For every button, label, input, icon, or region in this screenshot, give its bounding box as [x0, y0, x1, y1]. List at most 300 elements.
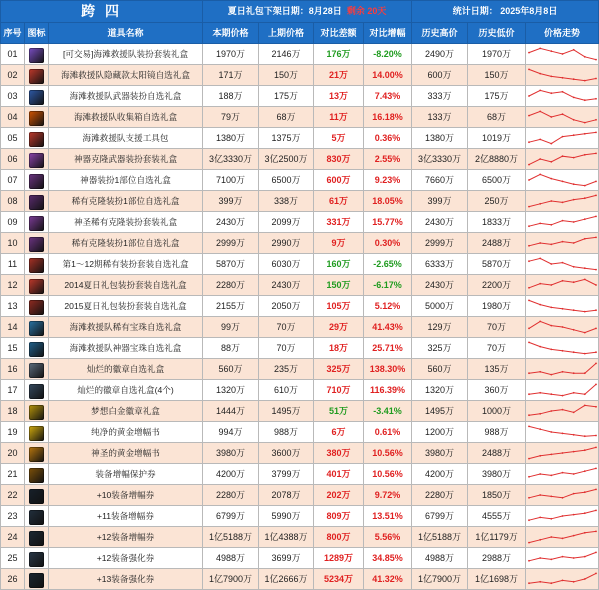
- table-row: [1, 149, 599, 170]
- price-change-percent: -2.65%: [364, 254, 412, 275]
- trend-point: [550, 374, 552, 376]
- previous-price: 5990万: [259, 506, 314, 527]
- row-number: 05: [1, 128, 25, 149]
- trend-point: [550, 244, 552, 246]
- historic-high: 7660万: [412, 170, 468, 191]
- item-icon: [29, 111, 44, 126]
- historic-low: 135万: [468, 359, 526, 380]
- trend-point: [539, 581, 541, 583]
- current-price: 3980万: [203, 443, 259, 464]
- trend-point: [573, 514, 575, 516]
- item-icon: [29, 153, 44, 168]
- col-header-no: 序号: [1, 23, 25, 44]
- item-icon: [25, 338, 49, 359]
- price-difference: 710万: [314, 380, 364, 401]
- price-difference: 105万: [314, 296, 364, 317]
- trend-point: [595, 216, 597, 218]
- table-row: [1, 443, 599, 464]
- price-difference: 809万: [314, 506, 364, 527]
- item-icon: [25, 401, 49, 422]
- item-icon: [25, 296, 49, 317]
- trend-point: [584, 449, 586, 451]
- trend-line: [529, 573, 596, 583]
- historic-high: 1200万: [412, 422, 468, 443]
- row-number: 02: [1, 65, 25, 86]
- current-price: 1380万: [203, 128, 259, 149]
- table-row: [1, 107, 599, 128]
- trend-point: [584, 99, 586, 101]
- item-icon: [29, 69, 44, 84]
- historic-high: 1320万: [412, 380, 468, 401]
- trend-point: [595, 573, 597, 575]
- price-trend: [526, 527, 599, 548]
- item-icon: [25, 65, 49, 86]
- historic-high: 600万: [412, 65, 468, 86]
- trend-point: [562, 241, 564, 243]
- trend-point: [595, 98, 597, 100]
- trend-point: [595, 384, 597, 386]
- historic-low: 2988万: [468, 548, 526, 569]
- historic-low: 1亿1179万: [468, 527, 526, 548]
- previous-price: 3600万: [259, 443, 314, 464]
- col-header-price: 本期价格: [203, 23, 259, 44]
- trend-point: [528, 393, 530, 395]
- item-name: +13装备强化券: [49, 569, 203, 590]
- trend-point: [539, 203, 541, 205]
- historic-low: 5870万: [468, 254, 526, 275]
- trend-point: [528, 300, 530, 302]
- historic-low: 1833万: [468, 212, 526, 233]
- historic-low: 1019万: [468, 128, 526, 149]
- item-icon: [29, 447, 44, 462]
- trend-sparkline: [526, 506, 599, 526]
- column-header-row: [1, 23, 599, 44]
- trend-point: [595, 269, 597, 271]
- trend-sparkline: [526, 149, 599, 169]
- col-header-high: 历史高价: [412, 23, 468, 44]
- current-price: 1亿5188万: [203, 527, 259, 548]
- price-change-percent: 41.32%: [364, 569, 412, 590]
- trend-point: [573, 183, 575, 185]
- table-row: [1, 254, 599, 275]
- historic-low: 250万: [468, 191, 526, 212]
- table-row: [1, 170, 599, 191]
- row-number: 07: [1, 170, 25, 191]
- item-name: 神圣稀有克隆装扮套装礼盒: [49, 212, 203, 233]
- trend-line: [529, 531, 596, 542]
- trend-point: [528, 542, 530, 544]
- item-icon: [25, 254, 49, 275]
- historic-low: 1000万: [468, 401, 526, 422]
- trend-point: [528, 245, 530, 247]
- row-number: 03: [1, 86, 25, 107]
- current-price: 2155万: [203, 296, 259, 317]
- historic-low: 3980万: [468, 464, 526, 485]
- item-icon: [25, 191, 49, 212]
- trend-point: [539, 371, 541, 373]
- trend-point: [562, 395, 564, 397]
- price-trend: [526, 128, 599, 149]
- item-name: 灿烂的徽章自选礼盒(4个): [49, 380, 203, 401]
- table-row: [1, 485, 599, 506]
- price-difference: 51万: [314, 401, 364, 422]
- trend-point: [584, 491, 586, 493]
- current-price: 560万: [203, 359, 259, 380]
- row-number: 01: [1, 44, 25, 65]
- trend-line: [529, 195, 596, 206]
- historic-high: 2430万: [412, 275, 468, 296]
- historic-high: 1亿7900万: [412, 569, 468, 590]
- historic-high: 3亿3330万: [412, 149, 468, 170]
- trend-line: [529, 111, 596, 122]
- stats-date: 统计日期： 2025年8月8日: [412, 1, 599, 23]
- trend-point: [528, 115, 530, 117]
- item-icon: [25, 149, 49, 170]
- previous-price: 150万: [259, 65, 314, 86]
- trend-point: [528, 497, 530, 499]
- price-change-percent: 10.56%: [364, 443, 412, 464]
- item-icon: [29, 90, 44, 105]
- trend-point: [528, 372, 530, 374]
- trend-point: [539, 174, 541, 176]
- trend-point: [595, 552, 597, 554]
- row-number: 17: [1, 380, 25, 401]
- trend-point: [528, 519, 530, 521]
- historic-low: 175万: [468, 86, 526, 107]
- row-number: 20: [1, 443, 25, 464]
- trend-point: [550, 92, 552, 94]
- price-difference: 5234万: [314, 569, 364, 590]
- trend-point: [550, 518, 552, 520]
- price-change-percent: 138.30%: [364, 359, 412, 380]
- trend-point: [539, 455, 541, 457]
- row-number: 19: [1, 422, 25, 443]
- trend-point: [573, 221, 575, 223]
- row-number: 08: [1, 191, 25, 212]
- trend-point: [539, 346, 541, 348]
- trend-point: [550, 284, 552, 286]
- current-price: 1亿7900万: [203, 569, 259, 590]
- page-title: 跨 四: [1, 1, 203, 23]
- price-difference: 11万: [314, 107, 364, 128]
- trend-point: [573, 329, 575, 331]
- price-trend: [526, 359, 599, 380]
- trend-point: [562, 155, 564, 157]
- trend-point: [528, 225, 530, 227]
- historic-low: 70万: [468, 317, 526, 338]
- item-icon: [25, 380, 49, 401]
- trend-point: [573, 581, 575, 583]
- trend-point: [562, 91, 564, 93]
- historic-low: 2200万: [468, 275, 526, 296]
- price-trend: [526, 296, 599, 317]
- trend-point: [562, 556, 564, 558]
- trend-point: [584, 556, 586, 558]
- table-row: [1, 527, 599, 548]
- trend-line: [529, 174, 596, 185]
- previous-price: 3699万: [259, 548, 314, 569]
- price-change-percent: 9.23%: [364, 170, 412, 191]
- historic-low: 68万: [468, 107, 526, 128]
- price-trend: [526, 191, 599, 212]
- trend-point: [573, 392, 575, 394]
- trend-point: [539, 111, 541, 113]
- item-name: 2015夏日礼包装扮套装自选礼盒: [49, 296, 203, 317]
- price-trend: [526, 212, 599, 233]
- price-trend: [526, 254, 599, 275]
- historic-high: 1380万: [412, 128, 468, 149]
- price-trend: [526, 464, 599, 485]
- item-icon: [25, 170, 49, 191]
- trend-point: [539, 392, 541, 394]
- item-icon: [29, 48, 44, 63]
- release-info: [203, 1, 412, 23]
- previous-price: 338万: [259, 191, 314, 212]
- trend-point: [528, 52, 530, 54]
- trend-point: [550, 50, 552, 52]
- table-row: [1, 317, 599, 338]
- price-trend: [526, 548, 599, 569]
- trend-line: [529, 258, 596, 269]
- row-number: 21: [1, 464, 25, 485]
- table-row: [1, 464, 599, 485]
- current-price: 994万: [203, 422, 259, 443]
- item-icon: [29, 552, 44, 567]
- trend-point: [550, 582, 552, 584]
- historic-high: 399万: [412, 191, 468, 212]
- trend-point: [573, 157, 575, 159]
- trend-point: [573, 557, 575, 559]
- trend-point: [562, 580, 564, 582]
- item-icon: [25, 443, 49, 464]
- item-icon: [29, 300, 44, 315]
- price-difference: 600万: [314, 170, 364, 191]
- trend-point: [595, 132, 597, 134]
- current-price: 2280万: [203, 275, 259, 296]
- table-row: [1, 212, 599, 233]
- table-row: [1, 506, 599, 527]
- price-trend: [526, 506, 599, 527]
- trend-point: [573, 281, 575, 283]
- trend-point: [539, 223, 541, 225]
- trend-point: [562, 538, 564, 540]
- price-change-percent: -8.20%: [364, 44, 412, 65]
- trend-point: [539, 73, 541, 75]
- trend-point: [539, 139, 541, 141]
- trend-sparkline: [526, 443, 599, 463]
- price-change-percent: -3.41%: [364, 401, 412, 422]
- row-number: 24: [1, 527, 25, 548]
- trend-point: [528, 458, 530, 460]
- item-icon: [29, 405, 44, 420]
- trend-point: [595, 489, 597, 491]
- item-icon: [25, 86, 49, 107]
- item-icon: [29, 174, 44, 189]
- trend-point: [528, 95, 530, 97]
- table-row: [1, 338, 599, 359]
- trend-point: [539, 90, 541, 92]
- item-icon: [29, 384, 44, 399]
- item-icon: [29, 531, 44, 546]
- trend-point: [550, 161, 552, 163]
- trend-point: [528, 141, 530, 143]
- trend-point: [584, 512, 586, 514]
- item-name: 海滩救援队神器宝珠自选礼盒: [49, 338, 203, 359]
- historic-high: 4988万: [412, 548, 468, 569]
- trend-line: [529, 384, 596, 395]
- trend-point: [595, 510, 597, 512]
- previous-price: 68万: [259, 107, 314, 128]
- trend-point: [562, 202, 564, 204]
- table-row: [1, 401, 599, 422]
- historic-high: 325万: [412, 338, 468, 359]
- col-header-diff: 对比差额: [314, 23, 364, 44]
- release-label: 夏日礼包下架日期：: [227, 6, 309, 16]
- release-date: 8月28日: [308, 6, 342, 16]
- previous-price: 2146万: [259, 44, 314, 65]
- price-trend: [526, 44, 599, 65]
- previous-price: 235万: [259, 359, 314, 380]
- trend-point: [550, 431, 552, 433]
- price-change-percent: 5.56%: [364, 527, 412, 548]
- trend-point: [550, 559, 552, 561]
- trend-point: [573, 49, 575, 51]
- table-row: [1, 44, 599, 65]
- trend-point: [584, 470, 586, 472]
- price-change-percent: 13.51%: [364, 506, 412, 527]
- table-row: [1, 359, 599, 380]
- trend-point: [595, 153, 597, 155]
- trend-point: [595, 195, 597, 197]
- trend-point: [539, 473, 541, 475]
- trend-point: [528, 560, 530, 562]
- historic-low: 4555万: [468, 506, 526, 527]
- historic-high: 1495万: [412, 401, 468, 422]
- item-name: 第1～12期稀有装扮套装自选礼盒: [49, 254, 203, 275]
- trend-point: [562, 53, 564, 55]
- trend-point: [562, 220, 564, 222]
- item-icon: [25, 548, 49, 569]
- trend-line: [529, 342, 596, 353]
- historic-low: 1亿1698万: [468, 569, 526, 590]
- trend-point: [595, 237, 597, 239]
- current-price: 99万: [203, 317, 259, 338]
- trend-point: [584, 332, 586, 334]
- trend-point: [528, 342, 530, 344]
- col-header-pct: 对比增幅: [364, 23, 412, 44]
- trend-point: [539, 321, 541, 323]
- historic-low: 360万: [468, 380, 526, 401]
- trend-point: [550, 143, 552, 145]
- price-difference: 6万: [314, 422, 364, 443]
- item-icon: [25, 212, 49, 233]
- trend-point: [550, 200, 552, 202]
- trend-sparkline: [526, 569, 599, 589]
- trend-point: [584, 267, 586, 269]
- historic-high: 1亿5188万: [412, 527, 468, 548]
- price-difference: 18万: [314, 338, 364, 359]
- current-price: 1320万: [203, 380, 259, 401]
- price-difference: 202万: [314, 485, 364, 506]
- price-trend: [526, 380, 599, 401]
- previous-price: 1495万: [259, 401, 314, 422]
- item-name: +12装备增幅券: [49, 527, 203, 548]
- trend-sparkline: [526, 548, 599, 568]
- trend-point: [584, 435, 586, 437]
- trend-point: [595, 447, 597, 449]
- trend-point: [573, 199, 575, 201]
- trend-line: [529, 426, 596, 436]
- item-icon: [25, 275, 49, 296]
- table-row: [1, 65, 599, 86]
- price-change-percent: 0.30%: [364, 233, 412, 254]
- trend-point: [562, 515, 564, 517]
- previous-price: 1亿2666万: [259, 569, 314, 590]
- price-trend: [526, 338, 599, 359]
- item-icon: [29, 573, 44, 588]
- price-change-percent: 14.00%: [364, 65, 412, 86]
- trend-point: [562, 409, 564, 411]
- previous-price: 3799万: [259, 464, 314, 485]
- trend-point: [550, 393, 552, 395]
- trend-point: [595, 59, 597, 61]
- row-number: 18: [1, 401, 25, 422]
- item-icon: [25, 233, 49, 254]
- price-difference: 800万: [314, 527, 364, 548]
- trend-point: [584, 133, 586, 135]
- trend-point: [573, 242, 575, 244]
- row-number: 09: [1, 212, 25, 233]
- historic-high: 2280万: [412, 485, 468, 506]
- current-price: 1444万: [203, 401, 259, 422]
- historic-low: 70万: [468, 338, 526, 359]
- trend-point: [573, 372, 575, 374]
- row-number: 26: [1, 569, 25, 590]
- price-change-percent: 2.55%: [364, 149, 412, 170]
- trend-point: [584, 393, 586, 395]
- trend-point: [562, 280, 564, 282]
- historic-low: 1850万: [468, 485, 526, 506]
- price-difference: 5万: [314, 128, 364, 149]
- col-header-trend: 价格走势: [526, 23, 599, 44]
- col-header-icon: 图标: [25, 23, 49, 44]
- price-difference: 160万: [314, 254, 364, 275]
- trend-point: [584, 279, 586, 281]
- price-trend: [526, 275, 599, 296]
- historic-high: 2490万: [412, 44, 468, 65]
- historic-low: 150万: [468, 65, 526, 86]
- price-trend: [526, 149, 599, 170]
- trend-sparkline: [526, 485, 599, 505]
- historic-high: 2999万: [412, 233, 468, 254]
- trend-point: [595, 284, 597, 286]
- item-name: 稀有克隆装扮1部位自选礼盒: [49, 233, 203, 254]
- trend-point: [528, 69, 530, 71]
- trend-point: [595, 309, 597, 311]
- previous-price: 988万: [259, 422, 314, 443]
- trend-point: [562, 326, 564, 328]
- trend-sparkline: [526, 254, 599, 274]
- previous-price: 2050万: [259, 296, 314, 317]
- current-price: 6799万: [203, 506, 259, 527]
- historic-high: 2430万: [412, 212, 468, 233]
- price-change-percent: 18.05%: [364, 191, 412, 212]
- item-icon: [29, 363, 44, 378]
- trend-point: [562, 497, 564, 499]
- current-price: 2280万: [203, 485, 259, 506]
- trend-point: [528, 582, 530, 584]
- trend-sparkline: [526, 422, 599, 442]
